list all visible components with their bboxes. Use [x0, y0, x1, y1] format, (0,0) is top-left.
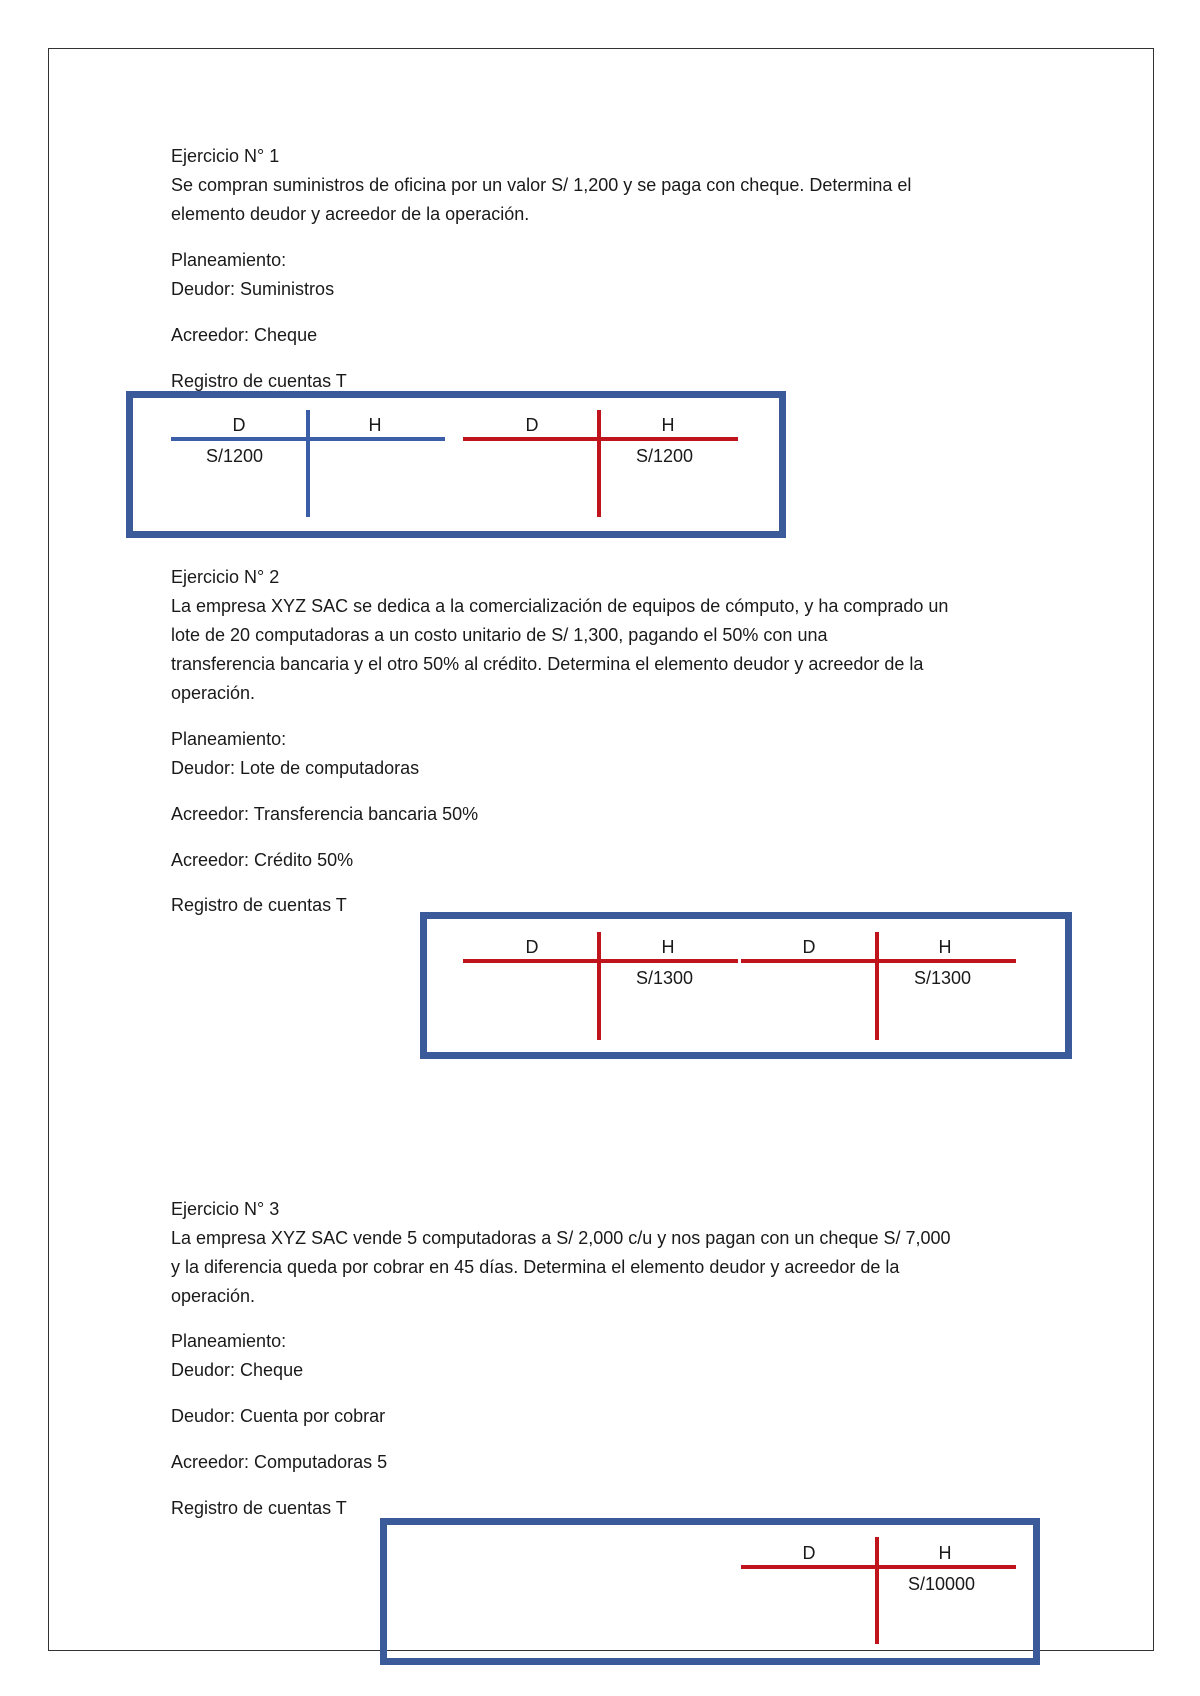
t-account-credit-label: H: [661, 415, 675, 435]
exercise-1-register-label: Registro de cuentas T: [171, 371, 347, 391]
t-account-debit-amount: S/1200: [206, 446, 264, 466]
t-account-credit-label: H: [368, 415, 382, 435]
exercise-1-creditor: Acreedor: Cheque: [171, 325, 318, 345]
t-account-credit-amount: S/1300: [636, 968, 694, 988]
exercise-2-text-line: lote de 20 computadoras a un costo unitario de S/ 1,300, pagando el 50% con una: [171, 625, 828, 645]
t-account-credit-amount: S/1200: [636, 446, 694, 466]
t-account-debit-label: D: [232, 415, 246, 435]
exercise-1-title: Ejercicio N° 1: [171, 146, 280, 166]
exercise-2-debtor: Deudor: Lote de computadoras: [171, 758, 420, 778]
t-account-vertical-line: [597, 932, 601, 1040]
exercise-3-text-line: La empresa XYZ SAC vende 5 computadoras a S/ 2,000 c/u y nos pagan con un cheque S/ 7,000: [171, 1228, 951, 1248]
t-account-credit-label: H: [938, 1543, 952, 1563]
t-account-debit-label: D: [802, 937, 816, 957]
t-account-debit-label: D: [525, 937, 539, 957]
exercise-2-register-label: Registro de cuentas T: [171, 895, 347, 915]
exercise-3-debtor: Deudor: Cheque: [171, 1360, 304, 1380]
exercise-3-text-line: y la diferencia queda por cobrar en 45 días. Determina el elemento deudor y acreedor de la: [171, 1257, 900, 1277]
exercise-2-text-line: operación.: [171, 683, 256, 703]
exercise-1-text-line: Se compran suministros de oficina por un valor S/ 1,200 y se paga con cheque. Determina el: [171, 175, 912, 195]
exercise-2-planning: Planeamiento:: [171, 729, 287, 749]
exercise-2-creditor: Acreedor: Crédito 50%: [171, 850, 354, 870]
exercise-2-creditor: Acreedor: Transferencia bancaria 50%: [171, 804, 479, 824]
t-account-credit-amount: S/10000: [908, 1574, 976, 1594]
exercise-3-debtor: Deudor: Cuenta por cobrar: [171, 1406, 386, 1426]
t-account-vertical-line: [875, 1537, 879, 1644]
exercise-3-register-label: Registro de cuentas T: [171, 1498, 347, 1518]
exercise-2-title: Ejercicio N° 2: [171, 567, 280, 587]
t-account-credit-label: H: [661, 937, 675, 957]
exercise-2-text-line: transferencia bancaria y el otro 50% al crédito. Determina el elemento deudor y acreedor de la: [171, 654, 924, 674]
exercise-3-creditor: Acreedor: Computadoras 5: [171, 1452, 388, 1472]
t-account-debit-label: D: [802, 1543, 816, 1563]
exercise-1-debtor: Deudor: Suministros: [171, 279, 335, 299]
exercise-3-title: Ejercicio N° 3: [171, 1199, 280, 1219]
t-account-box-2: [420, 912, 1072, 1059]
t-account-vertical-line: [597, 410, 601, 517]
t-account-credit-label: H: [938, 937, 952, 957]
t-account-vertical-line: [875, 932, 879, 1040]
exercise-1-text-line: elemento deudor y acreedor de la operación.: [171, 204, 530, 224]
exercise-3-planning: Planeamiento:: [171, 1331, 287, 1351]
t-account-debit-label: D: [525, 415, 539, 435]
exercise-1-planning: Planeamiento:: [171, 250, 287, 270]
t-account-vertical-line: [306, 410, 310, 517]
exercise-3-text-line: operación.: [171, 1286, 256, 1306]
exercise-2-text-line: La empresa XYZ SAC se dedica a la comercialización de equipos de cómputo, y ha comprado un: [171, 596, 949, 616]
t-account-credit-amount: S/1300: [914, 968, 972, 988]
